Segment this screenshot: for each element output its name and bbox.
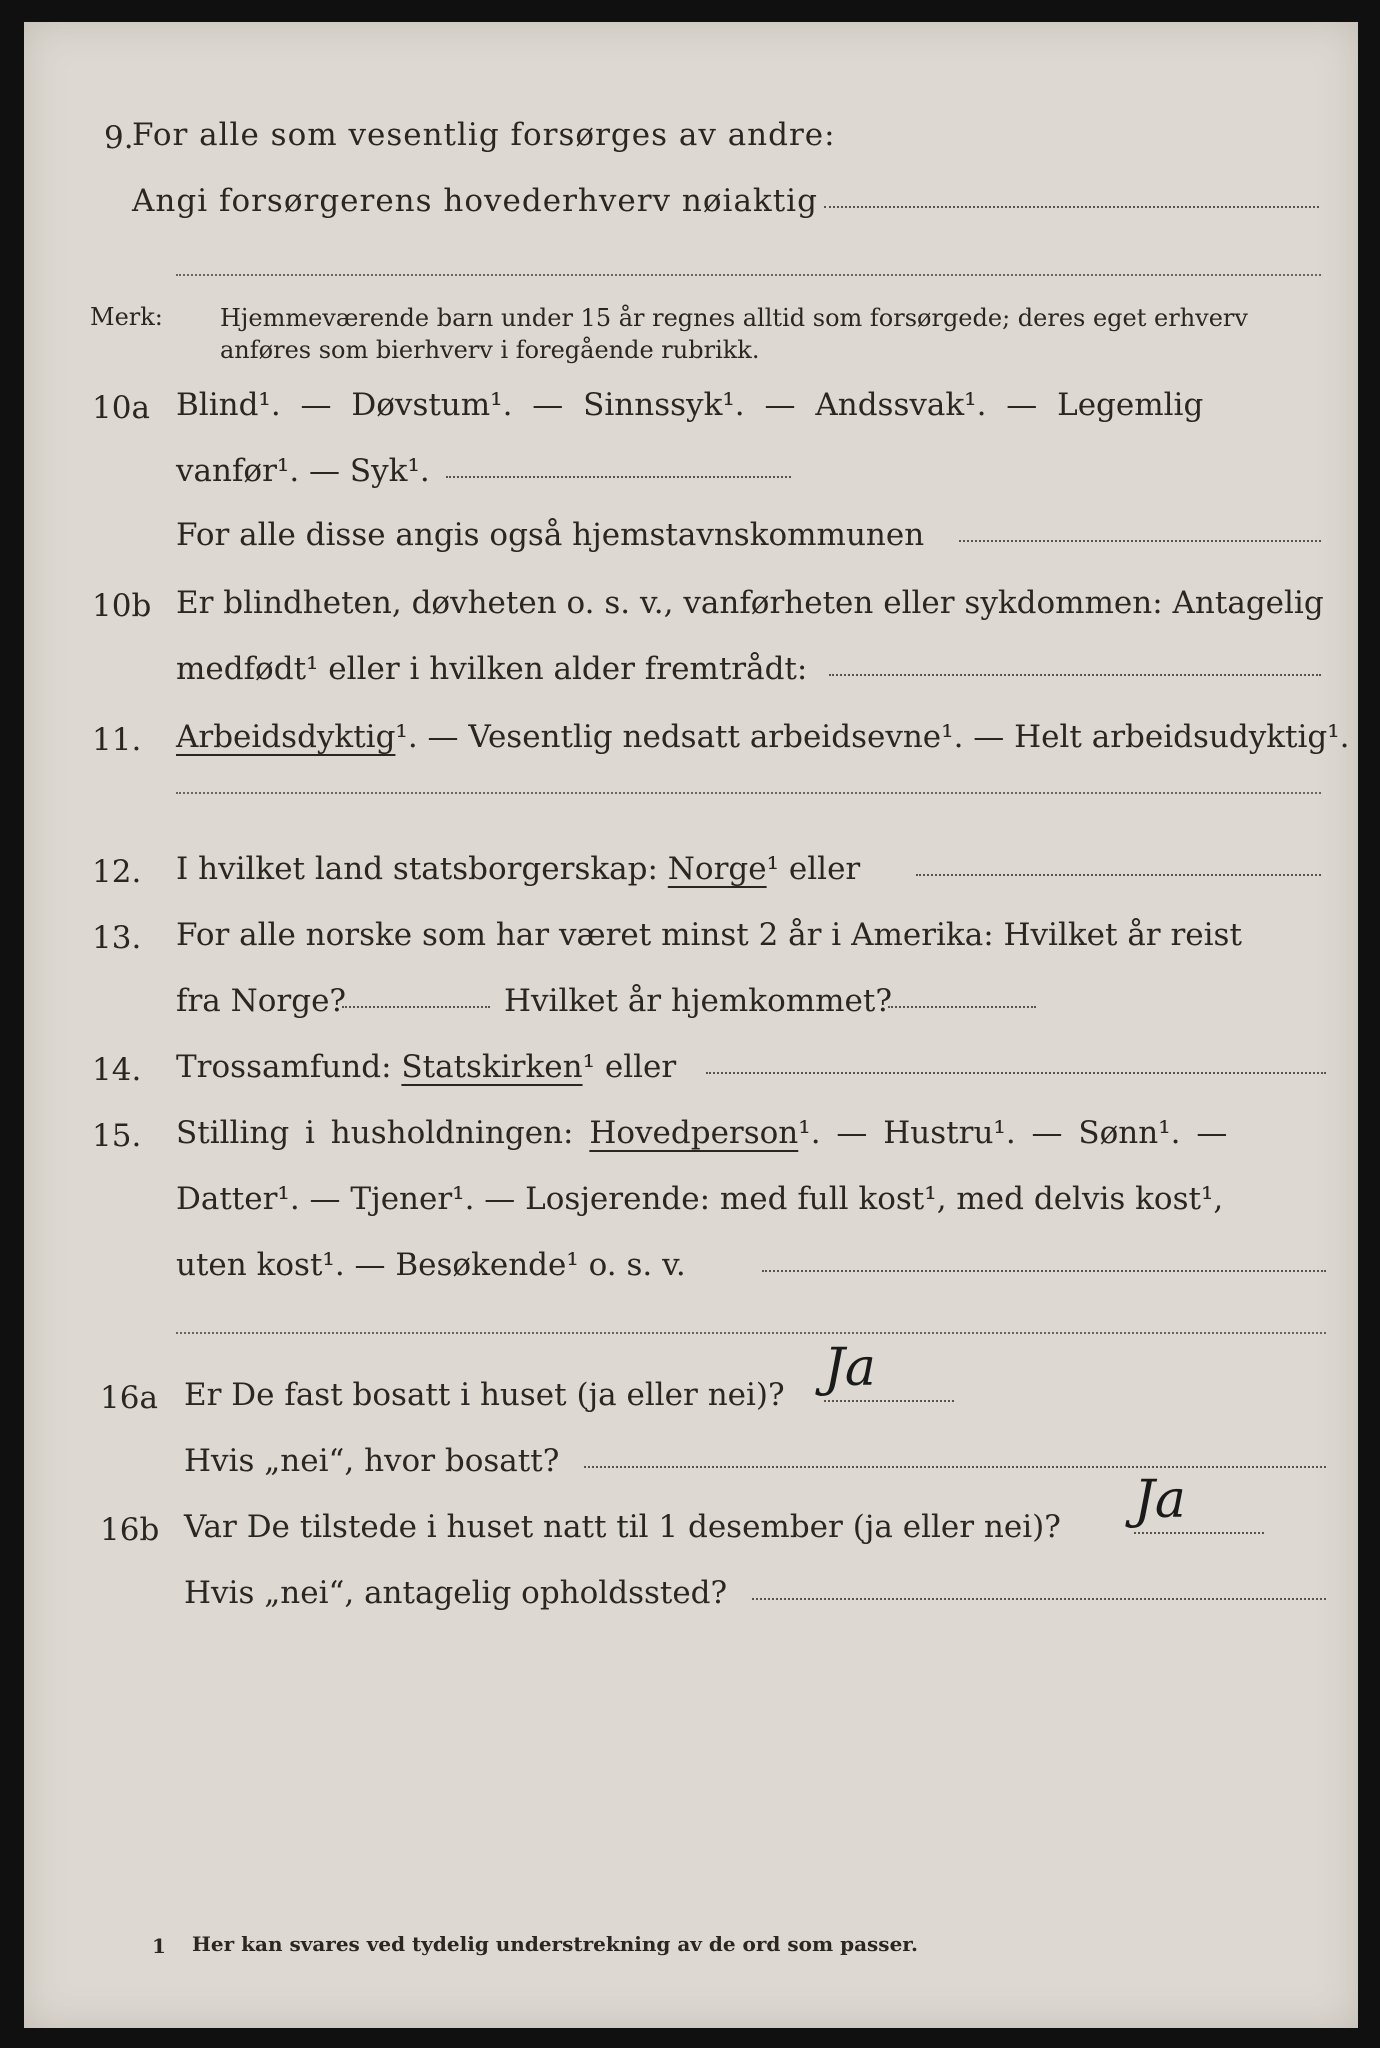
question-12-number: 12. <box>92 854 142 890</box>
question-10a-line3: For alle disse angis også hjemstavnskommunen <box>176 517 925 553</box>
question-16b-line1: Var De tilstede i huset natt til 1 desember (ja eller nei)? <box>184 1509 1061 1545</box>
question-15-line3: uten kost¹. — Besøkende¹ o. s. v. <box>176 1247 686 1283</box>
question-10b-number: 10b <box>92 588 152 624</box>
question-14-number: 14. <box>92 1052 142 1088</box>
question-11-selected-option: Arbeidsdyktig <box>176 719 396 755</box>
question-14-line: Trossamfund: Statskirken¹ eller <box>176 1049 677 1085</box>
question-9-answer-line <box>824 206 1319 208</box>
question-11-extra-line <box>176 792 1321 794</box>
question-9-number: 9. <box>104 120 134 156</box>
question-10a-answer-line <box>446 476 791 478</box>
question-13-line2a: fra Norge? <box>176 983 347 1019</box>
question-10b-line1: Er blindheten, døvheten o. s. v., vanførheten eller sykdommen: Antagelig <box>176 585 1324 621</box>
question-15-line2: Datter¹. — Tjener¹. — Losjerende: med full kost¹, med delvis kost¹, <box>176 1181 1224 1217</box>
question-9-line1: For alle som vesentlig forsørges av andre: <box>132 117 836 153</box>
question-15-selected-option: Hovedperson <box>589 1115 799 1151</box>
question-16b-line2: Hvis „nei“, antagelig opholdssted? <box>184 1575 728 1611</box>
question-16b-number: 16b <box>100 1512 160 1548</box>
question-16a-number: 16a <box>100 1380 158 1416</box>
note-label: Merk: <box>90 303 163 331</box>
question-11-rest: ¹. — Vesentlig nedsatt arbeidsevne¹. — Helt arbeidsudyktig¹. <box>395 719 1350 755</box>
question-9-extra-line <box>176 274 1321 276</box>
question-10b-line2: medfødt¹ eller i hvilken alder fremtrådt: <box>176 651 808 687</box>
question-10b-answer-line <box>829 674 1321 676</box>
question-12-selected-option: Norge <box>667 851 767 887</box>
question-16a-handwritten-answer: Ja <box>824 1338 876 1398</box>
question-13-line2b: Hvilket år hjemkommet? <box>504 983 892 1019</box>
question-14-answer-line <box>706 1072 1326 1074</box>
question-10a-line2: vanfør¹. — Syk¹. <box>176 453 430 489</box>
census-form-page <box>24 22 1358 2028</box>
question-12-line: I hvilket land statsborgerskap: Norge¹ eller <box>176 851 861 887</box>
question-11-number: 11. <box>92 722 142 758</box>
question-10a-line1: Blind¹. — Døvstum¹. — Sinnssyk¹. — Andssvak¹. — Legemlig <box>176 387 1204 423</box>
question-13-year-left-line <box>342 1006 490 1008</box>
question-15-number: 15. <box>92 1118 142 1154</box>
question-13-line1: For alle norske som har været minst 2 år i Amerika: Hvilket år reist <box>176 917 1242 953</box>
question-15-line1: Stilling i husholdningen: Hovedperson¹. — Hustru¹. — Sønn¹. — <box>176 1115 1228 1151</box>
question-16a-answer-line <box>824 1400 954 1402</box>
note-line1: Hjemmeværende barn under 15 år regnes alltid som forsørgede; deres eget erhverv <box>220 304 1248 332</box>
footnote-text: Her kan svares ved tydelig understrekning av de ord som passer. <box>192 1932 918 1956</box>
question-9-line2: Angi forsørgerens hovederhverv nøiaktig <box>132 183 818 219</box>
question-15-answer-line <box>762 1270 1326 1272</box>
footnote-mark: 1 <box>152 1934 166 1958</box>
question-13-year-returned-line <box>888 1006 1036 1008</box>
question-14-selected-option: Statskirken <box>401 1049 583 1085</box>
question-10a-commune-line <box>959 540 1321 542</box>
question-16b-location-line <box>752 1598 1326 1600</box>
question-12-answer-line <box>916 874 1321 876</box>
question-16a-line2: Hvis „nei“, hvor bosatt? <box>184 1443 560 1479</box>
question-16b-answer-line <box>1134 1532 1264 1534</box>
question-13-number: 13. <box>92 920 142 956</box>
question-15-extra-line <box>176 1332 1326 1334</box>
question-16b-handwritten-answer: Ja <box>1134 1470 1186 1530</box>
question-16a-residence-line <box>584 1466 1326 1468</box>
question-10a-number: 10a <box>92 390 150 426</box>
question-11-line <box>176 719 1350 755</box>
note-line2: anføres som bierhverv i foregående rubrikk. <box>220 336 760 364</box>
question-16a-line1: Er De fast bosatt i huset (ja eller nei)? <box>184 1377 785 1413</box>
